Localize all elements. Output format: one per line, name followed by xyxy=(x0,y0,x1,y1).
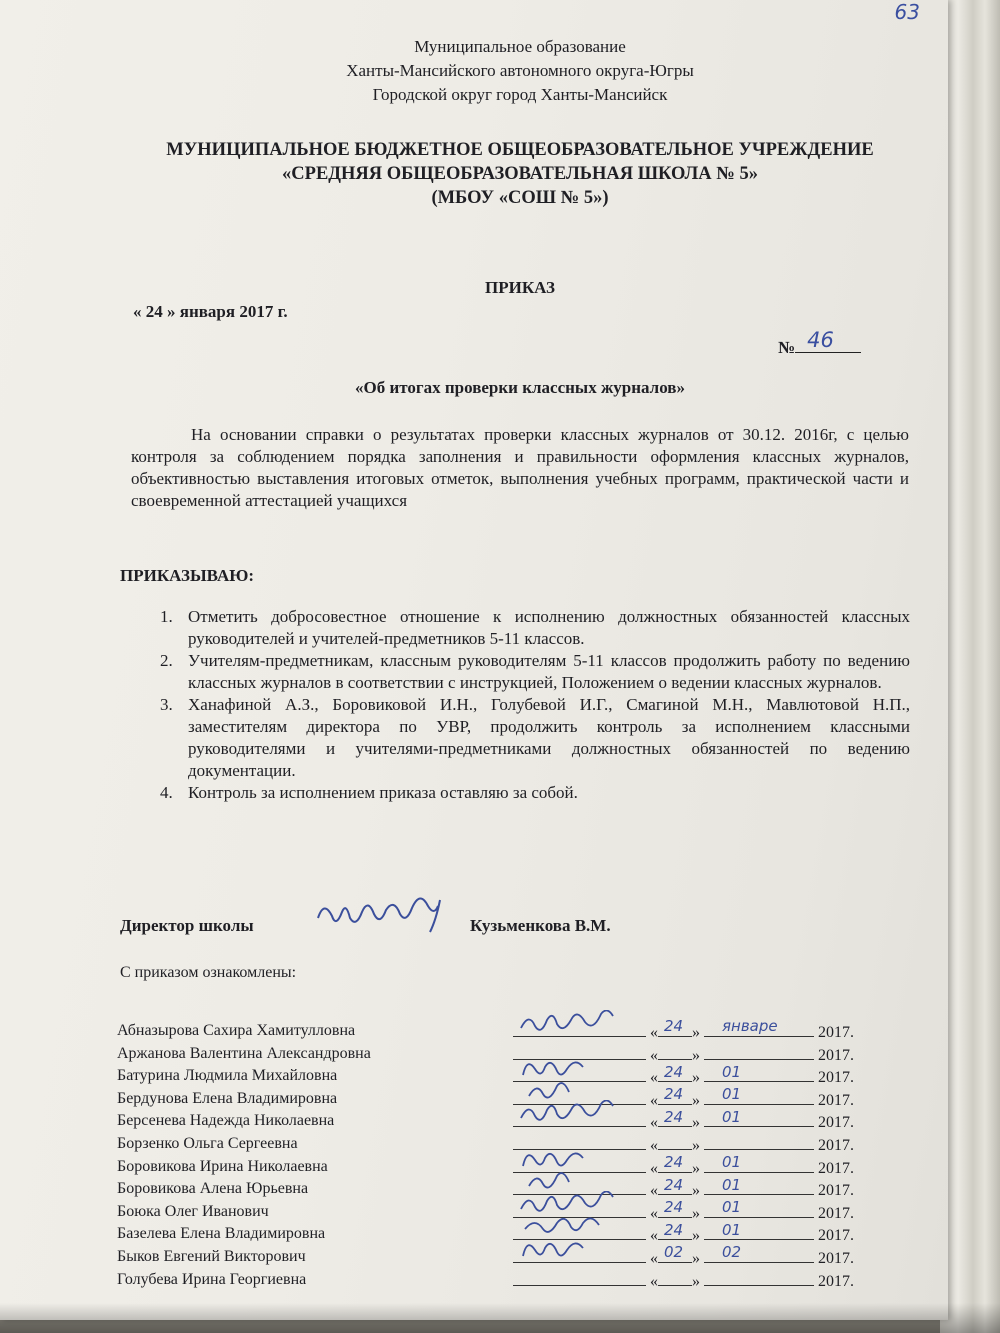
month-field xyxy=(704,1220,814,1240)
month-value: 01 xyxy=(722,1085,742,1104)
month-field xyxy=(704,1107,814,1127)
day-field xyxy=(658,1133,692,1150)
month-field xyxy=(704,1133,814,1150)
year-suffix: 2017. xyxy=(818,1024,854,1041)
organization-line-3: (МБОУ «СОШ № 5») xyxy=(431,188,609,208)
decree-item-4: 4. Контроль за исполнением приказа оставляю за собой. xyxy=(160,783,578,802)
signature-rows-column xyxy=(513,1017,854,1291)
day-field xyxy=(658,1243,692,1263)
month-field xyxy=(704,1269,814,1286)
staff-name: Боровикова Алена Юрьевна xyxy=(117,1180,309,1198)
day-value: 24 xyxy=(664,1152,684,1171)
acquainted-label: С приказом ознакомлены: xyxy=(120,964,297,981)
staff-name: Боюка Олег Иванович xyxy=(117,1202,269,1220)
month-field xyxy=(704,1062,814,1082)
day-field xyxy=(658,1175,692,1195)
decree-list xyxy=(150,606,910,804)
signature-row: « 24 » 01 2017. xyxy=(513,1088,854,1111)
bottom-shadow xyxy=(0,1303,1000,1333)
signature-line xyxy=(513,1020,646,1037)
day-value: 24 xyxy=(664,1017,684,1036)
staff-name: Боровикова Ирина Николаевна xyxy=(117,1157,328,1175)
staff-name: Батурина Людмила Михайловна xyxy=(117,1067,338,1085)
day-value: 02 xyxy=(664,1243,684,1262)
month-value: 01 xyxy=(722,1152,742,1171)
decree-label: ПРИКАЗЫВАЮ: xyxy=(120,566,255,585)
director-signature xyxy=(310,888,480,938)
signature-row: « » 2017. xyxy=(513,1043,854,1066)
year-suffix: 2017. xyxy=(818,1249,854,1267)
header-line-2: Ханты-Мансийского автономного округа-Югры xyxy=(346,61,694,80)
year-suffix: 2017. xyxy=(818,1091,854,1109)
signature-row: « 24 » 01 2017. xyxy=(513,1201,854,1224)
staff-names-column xyxy=(117,1020,371,1291)
handwritten-signature xyxy=(515,1010,645,1036)
year-suffix: 2017. xyxy=(818,1272,854,1290)
month-field xyxy=(704,1017,814,1037)
day-field xyxy=(658,1198,692,1218)
month-value: 01 xyxy=(722,1175,742,1194)
order-number-label: № xyxy=(778,338,796,357)
staff-name: Абназырова Сахира Хамитулловна xyxy=(117,1022,356,1039)
signature-line xyxy=(513,1269,646,1286)
signature-row: « 02 » 02 2017. xyxy=(513,1246,854,1269)
staff-name: Борзенко Ольга Сергеевна xyxy=(117,1134,298,1152)
year-suffix: 2017. xyxy=(818,1046,854,1064)
signature-row: « 24 » 01 2017. xyxy=(513,1156,854,1179)
staff-name: Бердунова Елена Владимировна xyxy=(117,1089,338,1107)
signature-row: « » 2017. xyxy=(513,1269,854,1292)
month-value: 02 xyxy=(722,1243,742,1262)
month-value: 01 xyxy=(722,1062,742,1081)
order-number xyxy=(778,328,861,358)
signature-row: « 24 » январе 2017. xyxy=(513,1020,854,1043)
director-name: Кузьменкова В.М. xyxy=(470,916,611,935)
day-value: 24 xyxy=(664,1220,684,1239)
day-field xyxy=(658,1107,692,1127)
day-value: 24 xyxy=(664,1175,684,1194)
staff-name: Быков Евгений Викторович xyxy=(117,1247,306,1265)
day-value: 24 xyxy=(664,1085,684,1104)
order-date: « 24 » января 2017 г. xyxy=(133,302,288,321)
year-suffix: 2017. xyxy=(818,1204,854,1222)
day-value: 24 xyxy=(664,1107,684,1126)
preamble-paragraph: На основании справки о результатах проверки классных журналов от 30.12. 2016г, с целью контроля за соблюдением порядка заполнения и правильности оформления классных журналов, объективностью выставления итоговых отметок, выполнения учебных программ, практической части и своевременной аттестацией учащихся xyxy=(131,425,909,510)
director-label: Директор школы xyxy=(120,916,254,935)
month-value: 01 xyxy=(722,1198,742,1217)
signature-line xyxy=(513,1110,646,1127)
year-suffix: 2017. xyxy=(818,1069,854,1087)
signature-line xyxy=(513,1246,646,1263)
month-value: 01 xyxy=(722,1220,742,1239)
organization-line-2: «СРЕДНЯЯ ОБЩЕОБРАЗОВАТЕЛЬНАЯ ШКОЛА № 5» xyxy=(282,164,758,184)
signature-row: « » 2017. xyxy=(513,1133,854,1156)
header-line-1: Муниципальное образование xyxy=(414,37,626,56)
organization-line-1: МУНИЦИПАЛЬНОЕ БЮДЖЕТНОЕ ОБЩЕОБРАЗОВАТЕЛЬНОЕ УЧРЕЖДЕНИЕ xyxy=(166,140,874,160)
month-field xyxy=(704,1152,814,1173)
month-field xyxy=(704,1175,814,1195)
order-number-handwritten: 46 xyxy=(807,328,834,352)
decree-item-1: 1. Отметить добросовестное отношение к исполнению должностных обязанностей классных руководителей и учителей-предметников 5-11 классов. xyxy=(160,607,910,648)
year-suffix: 2017. xyxy=(818,1227,854,1245)
day-field xyxy=(658,1062,692,1082)
header-line-3: Городской округ город Ханты-Мансийск xyxy=(372,85,668,104)
handwritten-signature xyxy=(515,1100,645,1126)
month-field xyxy=(704,1198,814,1218)
day-field xyxy=(658,1152,692,1173)
order-subject: «Об итогах проверки классных журналов» xyxy=(355,378,685,397)
month-value: январе xyxy=(722,1017,778,1036)
day-value: 24 xyxy=(664,1062,684,1081)
decree-item-2: 2. Учителям-предметникам, классным руководителям 5-11 классов продолжить работу по ведению классных журналов в соответствии с инструкцией, Положением о ведении классных журналов. xyxy=(160,651,910,692)
day-field xyxy=(658,1017,692,1037)
staff-name: Аржанова Валентина Александровна xyxy=(117,1044,371,1062)
decree-item-3: 3. Ханафиной А.З., Боровиковой И.Н., Голубевой И.Г., Смагиной М.Н., Мавлютовой Н.П., заместителям директора по УВР, продолжить контроль за исполнением классными руководителями и учителями-предметниками должностных обязанностей по ведению документации. xyxy=(160,695,910,780)
month-value: 01 xyxy=(722,1107,742,1126)
month-field xyxy=(704,1243,814,1263)
day-field xyxy=(658,1269,692,1286)
year-suffix: 2017. xyxy=(818,1136,854,1154)
year-suffix: 2017. xyxy=(818,1159,854,1177)
year-suffix: 2017. xyxy=(818,1114,854,1132)
page-number: 63 xyxy=(894,0,920,24)
day-value: 24 xyxy=(664,1198,684,1217)
handwritten-signature xyxy=(515,1236,645,1262)
year-suffix: 2017. xyxy=(818,1182,854,1200)
staff-name: Берсенева Надежда Николаевна xyxy=(117,1112,335,1130)
day-field xyxy=(658,1085,692,1105)
signature-row: « 24 » 01 2017. xyxy=(513,1178,854,1201)
staff-name: Базелева Елена Владимировна xyxy=(117,1225,326,1243)
month-field xyxy=(704,1085,814,1105)
signature-row: « 24 » 01 2017. xyxy=(513,1110,854,1133)
month-field xyxy=(704,1043,814,1060)
day-field xyxy=(658,1220,692,1240)
signature-row: « 24 » 01 2017. xyxy=(513,1223,854,1246)
day-field xyxy=(658,1043,692,1060)
order-title: ПРИКАЗ xyxy=(485,278,555,297)
signature-row: « 24 » 01 2017. xyxy=(513,1065,854,1088)
staff-name: Голубева Ирина Георгиевна xyxy=(117,1270,307,1288)
